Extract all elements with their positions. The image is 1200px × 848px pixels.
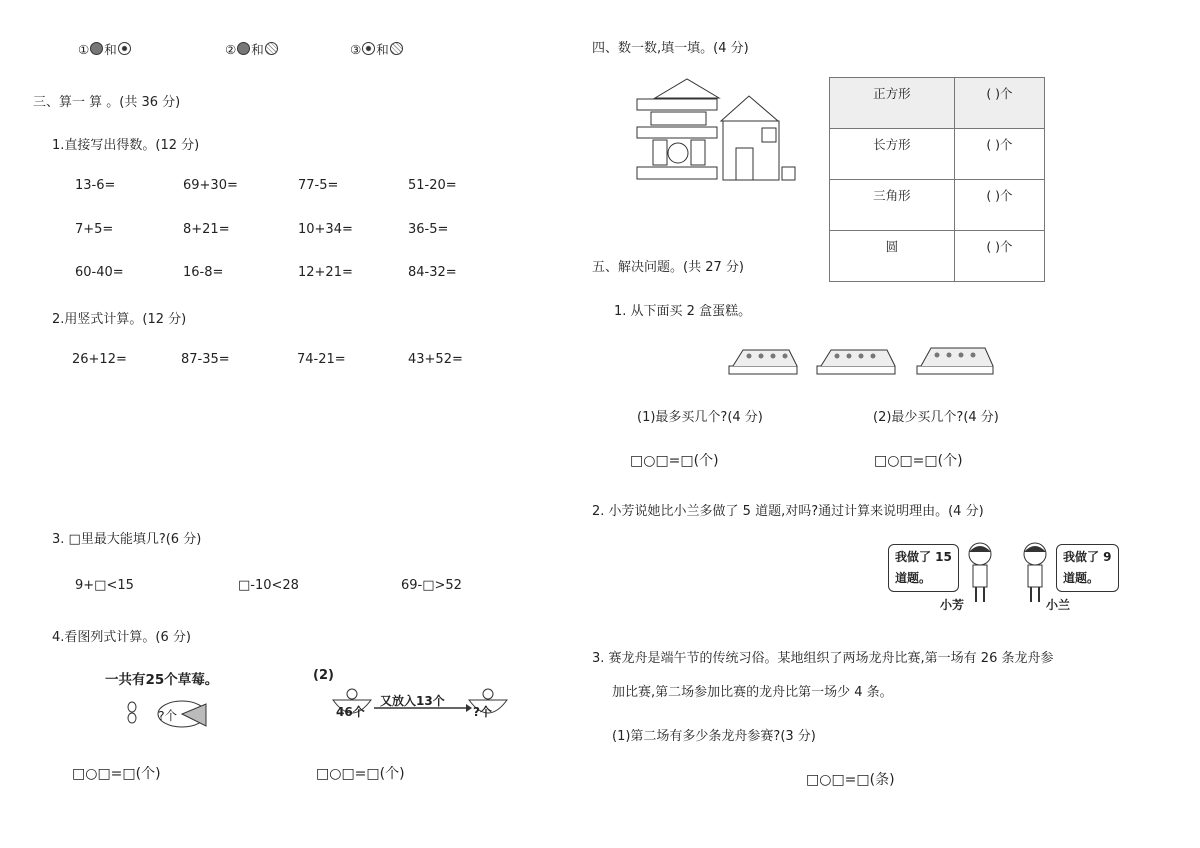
rectangle-icon	[637, 99, 717, 110]
volleyball-icon	[390, 42, 403, 55]
calc-item: 13-6=	[75, 178, 116, 193]
s5-q1-sub2: (2)最少买几个?(4 分)	[873, 410, 999, 425]
cake-box-icon	[817, 366, 895, 374]
answer-formula[interactable]: □○□=□(个)	[72, 766, 161, 782]
table-row	[830, 231, 1045, 282]
rectangle-icon	[651, 112, 706, 125]
soccer-ball-icon	[118, 42, 131, 55]
s5-q3-sub1: (1)第二场有多少条龙舟参赛?(3 分)	[612, 729, 816, 744]
q4-title: 4.看图列式计算。(6 分)	[52, 630, 191, 645]
table-row	[830, 78, 1045, 129]
strawberry-icon	[128, 702, 136, 712]
calc-item: 77-5=	[298, 178, 339, 193]
answer-formula[interactable]: □○□=□(条)	[806, 772, 895, 788]
q2-title: 2.用竖式计算。(12 分)	[52, 312, 187, 327]
shape-name: 正方形	[830, 78, 955, 129]
rectangle-icon	[637, 167, 717, 179]
cake-box-icon	[729, 366, 797, 374]
inequality-item: 9+□<15	[75, 578, 134, 593]
calc-item: 10+34=	[298, 222, 353, 237]
option-2: ② 和	[225, 40, 279, 58]
option-3: ③ 和	[350, 40, 404, 58]
shape-name: 三角形	[830, 180, 955, 231]
answer-formula[interactable]: □○□=□(个)	[874, 453, 963, 469]
square-icon	[762, 128, 776, 142]
circle-icon	[668, 143, 688, 163]
table-row	[830, 180, 1045, 231]
answer-formula[interactable]: □○□=□(个)	[316, 766, 405, 782]
calc-item: 84-32=	[408, 265, 457, 280]
soccer-ball-icon	[362, 42, 375, 55]
basketball-icon	[237, 42, 250, 55]
pic2-left-count: 46个	[336, 705, 365, 719]
s5-q3-line2: 加比赛,第二场参加比赛的龙舟比第一场少 4 条。	[612, 685, 893, 700]
name-xiaofang: 小芳	[940, 598, 965, 612]
s5-q3-line1: 3. 赛龙舟是端午节的传统习俗。某地组织了两场龙舟比赛,第一场有 26 条龙舟参	[592, 651, 1054, 666]
q3-title: 3. □里最大能填几?(6 分)	[52, 532, 202, 547]
inequality-item: 69-□>52	[401, 578, 462, 593]
option-1: ① 和	[78, 40, 132, 58]
calc-item: 69+30=	[183, 178, 238, 193]
count-blank[interactable]: ( )个	[954, 180, 1044, 231]
calc-item: 16-8=	[183, 265, 224, 280]
vertical-calc-item: 43+52=	[408, 352, 463, 367]
cake-box-icon	[917, 366, 993, 374]
basketball-icon	[90, 42, 103, 55]
speech-bubble-xiaofang: 我做了 15 道题。	[888, 544, 959, 592]
triangle-icon	[655, 79, 719, 98]
name-xiaolan: 小兰	[1046, 598, 1071, 612]
calc-item: 60-40=	[75, 265, 124, 280]
rectangle-icon	[637, 127, 717, 138]
count-blank[interactable]: ( )个	[954, 78, 1044, 129]
calc-item: 12+21=	[298, 265, 353, 280]
strawberry-icon	[347, 689, 357, 699]
answer-formula[interactable]: □○□=□(个)	[630, 453, 719, 469]
volleyball-icon	[265, 42, 278, 55]
inequality-item: □-10<28	[238, 578, 299, 593]
strawberry-icon	[128, 713, 136, 723]
square-icon	[782, 167, 795, 180]
pic2-right-count: ?个	[473, 705, 492, 719]
shapes-figure	[635, 76, 800, 184]
calc-item: 51-20=	[408, 178, 457, 193]
speech-bubble-xiaolan: 我做了 9 道题。	[1056, 544, 1119, 592]
count-blank[interactable]: ( )个	[954, 231, 1044, 282]
pic2-arrow-label: 又放入13个	[380, 694, 445, 708]
shapes-count-table	[829, 77, 1045, 282]
arrow-head-icon	[466, 704, 472, 712]
triangle-icon	[721, 96, 778, 121]
rectangle-icon	[691, 140, 705, 165]
girl-xiaofang-icon	[963, 540, 997, 610]
s5-q2-title: 2. 小芳说她比小兰多做了 5 道题,对吗?通过计算来说明理由。(4 分)	[592, 504, 984, 519]
calc-item: 8+21=	[183, 222, 230, 237]
section3-title: 三、算一 算 。(共 36 分)	[33, 95, 181, 110]
q1-title: 1.直接写出得数。(12 分)	[52, 138, 200, 153]
vertical-calc-item: 74-21=	[297, 352, 346, 367]
section5-title: 五、解决问题。(共 27 分)	[592, 260, 744, 275]
basket-question-label: ?个	[158, 708, 178, 723]
table-row	[830, 129, 1045, 180]
strawberry-caption: 一共有25个草莓。	[105, 672, 219, 688]
cake-boxes-picture	[727, 344, 997, 378]
calc-item: 7+5=	[75, 222, 114, 237]
vertical-calc-item: 87-35=	[181, 352, 230, 367]
rectangle-icon	[653, 140, 667, 165]
section4-title: 四、数一数,填一填。(4 分)	[592, 41, 749, 56]
shape-name: 长方形	[830, 129, 955, 180]
shape-name: 圆	[830, 231, 955, 282]
count-blank[interactable]: ( )个	[954, 129, 1044, 180]
s5-q1-title: 1. 从下面买 2 盒蛋糕。	[614, 304, 752, 319]
vertical-calc-item: 26+12=	[72, 352, 127, 367]
strawberry-icon	[483, 689, 493, 699]
s5-q1-sub1: (1)最多买几个?(4 分)	[637, 410, 763, 425]
door-rectangle-icon	[736, 148, 753, 180]
calc-item: 36-5=	[408, 222, 449, 237]
pic2-number: (2)	[313, 668, 334, 683]
